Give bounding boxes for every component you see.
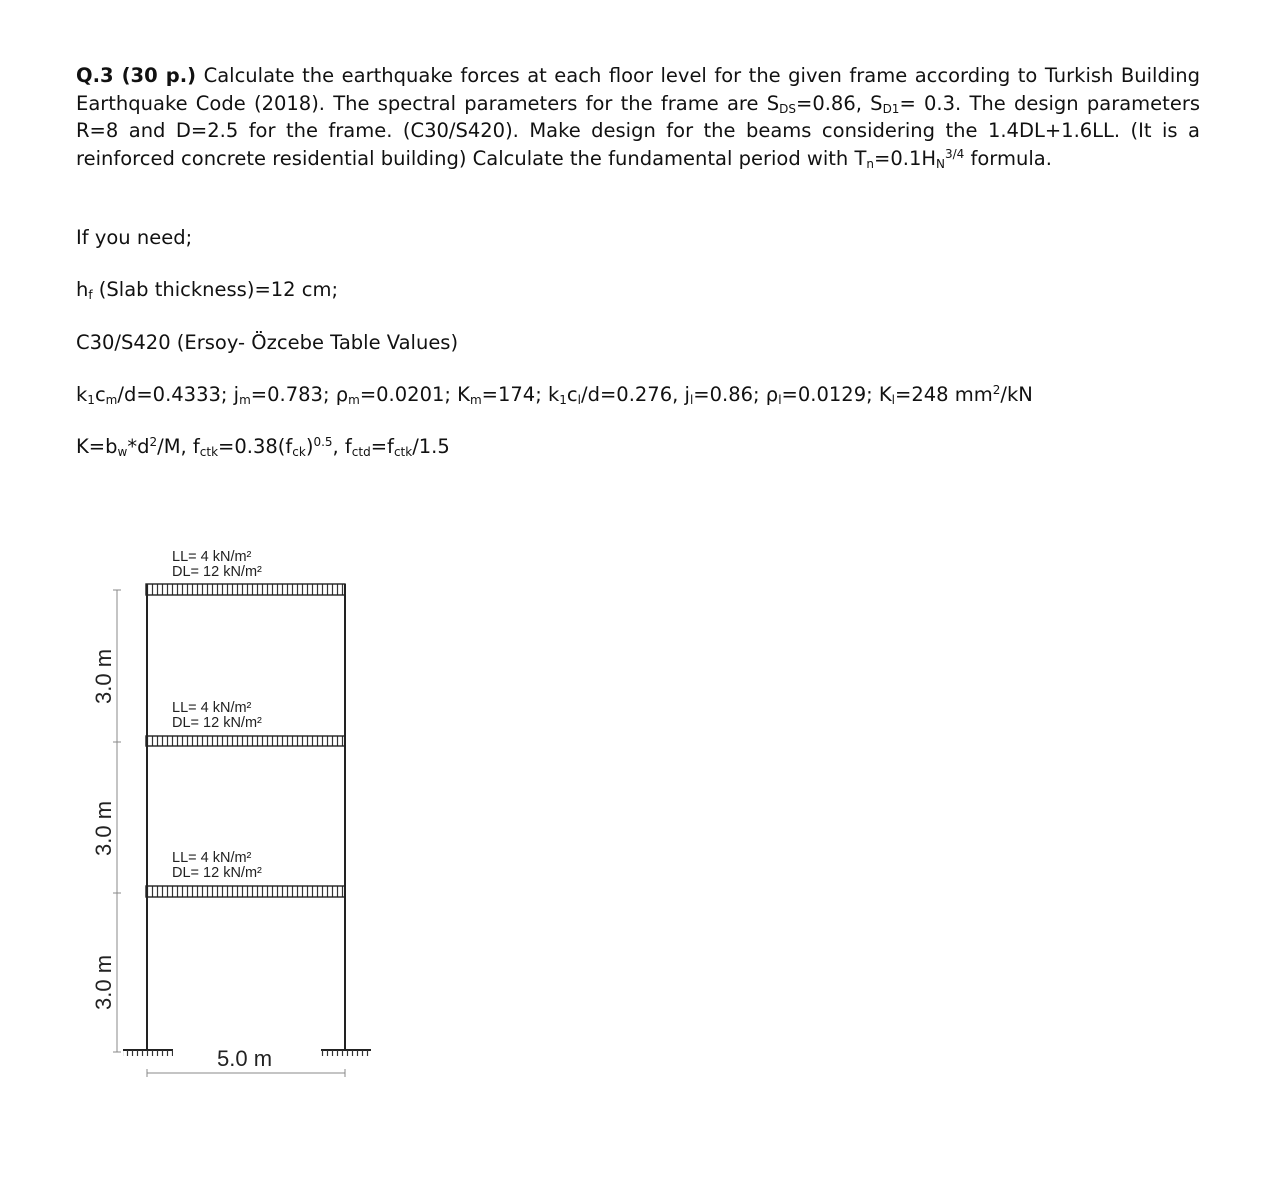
- value-part: =174; k: [481, 383, 560, 406]
- roof-slab: [146, 584, 345, 595]
- subscript: N: [936, 156, 945, 171]
- value-part: =0.0129; K: [781, 383, 892, 406]
- value-part: =248 mm: [895, 383, 993, 406]
- first-floor-slab: [146, 886, 345, 897]
- subscript: DS: [779, 101, 796, 116]
- second-floor-slab: [146, 736, 345, 746]
- superscript: 2: [149, 435, 158, 449]
- superscript: 0.5: [313, 435, 333, 449]
- right-fixed-support: [321, 1050, 371, 1056]
- if-you-need-label: If you need;: [76, 226, 193, 249]
- first-floor-live-load-label: LL= 4 kN/m²: [172, 850, 252, 866]
- slab-text: (Slab thickness)=12 cm;: [92, 278, 339, 301]
- subscript: l: [577, 393, 581, 407]
- material-line: C30/S420 (Ersoy- Özcebe Table Values): [76, 331, 459, 354]
- value-part: /d=0.276, j: [581, 383, 690, 406]
- roof-dead-load-label: DL= 12 kN/m²: [172, 564, 262, 580]
- formula-part: =f: [370, 435, 394, 458]
- roof-live-load-label: LL= 4 kN/m²: [172, 549, 252, 565]
- subscript: ctd: [351, 445, 371, 459]
- formula-part: /M, f: [157, 435, 200, 458]
- subscript: D1: [882, 101, 900, 116]
- subscript: w: [117, 445, 128, 459]
- formula-part: K=b: [76, 435, 118, 458]
- story-height-label-bottom: 3.0 m: [91, 954, 116, 1010]
- subscript: ctk: [199, 445, 219, 459]
- subscript: ctk: [393, 445, 413, 459]
- subscript: ck: [292, 445, 306, 459]
- subscript: m: [348, 393, 360, 407]
- value-part: =0.783; ρ: [250, 383, 349, 406]
- subscript: n: [866, 156, 874, 171]
- question-text-part: =0.1H: [874, 146, 937, 170]
- first-floor-dead-load-label: DL= 12 kN/m²: [172, 865, 262, 881]
- formula-part: /1.5: [412, 435, 450, 458]
- symbol: h: [76, 278, 89, 301]
- subscript: f: [88, 288, 93, 302]
- subscript: m: [105, 393, 118, 407]
- second-floor-live-load-label: LL= 4 kN/m²: [172, 700, 252, 716]
- superscript: 3/4: [945, 146, 965, 161]
- question-text-part: = 0.3. The design parameters R=8 and D=2.5 for the frame. (C30/S420). Make design for the beams considering the 1.4DL+1.6LL. (It is a reinforced concrete residential building) Calculate the fundamental period with T: [76, 91, 1200, 170]
- subscript: l: [689, 393, 694, 407]
- question-text-part: Calculate the earthquake forces at each floor level for the given frame according to Turkish Building Earthquake Code (2018). The spectral parameters for the frame are S: [76, 64, 1200, 115]
- value-part: /d=0.4333; j: [117, 383, 240, 406]
- story-height-label-top: 3.0 m: [91, 648, 116, 704]
- subscript: l: [891, 393, 896, 407]
- left-fixed-support: [123, 1050, 173, 1056]
- value-part: c: [94, 383, 106, 406]
- value-part: =0.0201; K: [359, 383, 470, 406]
- second-floor-dead-load-label: DL= 12 kN/m²: [172, 715, 262, 731]
- formula-part: =0.38(f: [218, 435, 293, 458]
- value-part: =0.86; ρ: [693, 383, 779, 406]
- question-number: Q.3 (30 p.): [76, 64, 197, 87]
- subscript: 1: [559, 393, 567, 407]
- subscript: m: [469, 393, 482, 407]
- formula-part: *d: [127, 435, 150, 458]
- formula-part: , f: [332, 435, 352, 458]
- story-height-label-middle: 3.0 m: [91, 800, 116, 856]
- question-text-part: formula.: [964, 146, 1052, 170]
- value-part: /kN: [1000, 383, 1033, 406]
- span-label: 5.0 m: [217, 1046, 273, 1071]
- subscript: 1: [87, 393, 95, 407]
- value-part: k: [76, 383, 88, 406]
- question-text-part: =0.86, S: [795, 91, 883, 115]
- formula-part: ): [305, 435, 314, 458]
- value-part: c: [566, 383, 578, 406]
- superscript: 2: [992, 383, 1001, 397]
- subscript: m: [239, 393, 251, 407]
- subscript: l: [778, 393, 782, 407]
